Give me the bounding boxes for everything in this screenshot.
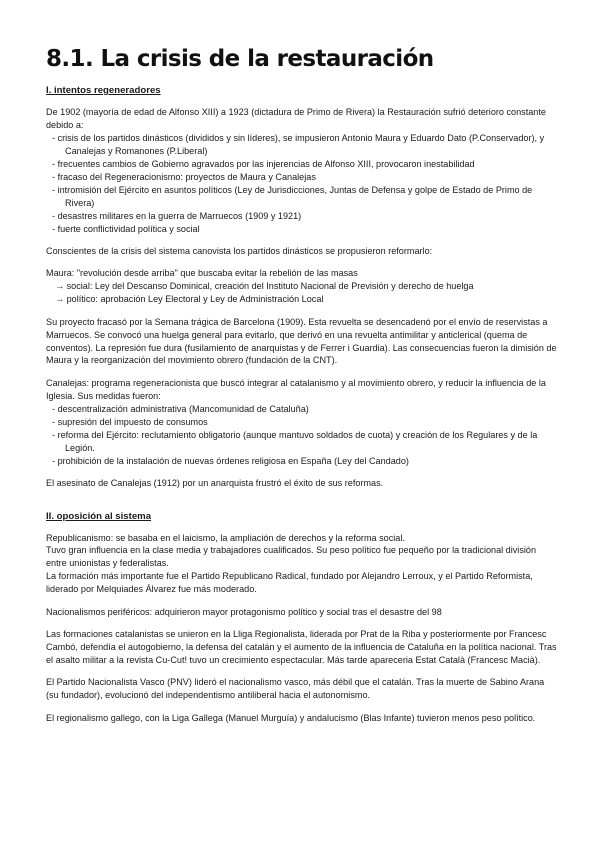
republicanismo-line: Republicanismo: se basaba en el laicismo, la ampliación de derechos y la reforma social. bbox=[46, 532, 405, 543]
maura-line: Maura: "revolución desde arriba" que buscaba evitar la rebelión de las masas bbox=[46, 268, 358, 279]
list-item: - supresión del impuesto de consumos bbox=[46, 416, 558, 429]
nacionalismos-paragraph: Nacionalismos periféricos: adquirieron mayor protagonismo político y social tras el desastre del 98 bbox=[46, 606, 442, 617]
list-item: - fracaso del Regeneracionismo: proyectos de Maura y Canalejas bbox=[46, 171, 558, 184]
maura-social-line: → social: Ley del Descanso Dominical, creación del Instituto Nacional de Previsión y derecho de huelga bbox=[55, 281, 474, 292]
republicanismo-block bbox=[46, 532, 558, 597]
maura-politico-line: → político: aprobación Ley Electoral y Ley de Administración Local bbox=[55, 294, 324, 305]
section-heading-1: I. intentos regeneradores bbox=[46, 85, 161, 96]
canalejas-paragraph: Canalejas: programa regeneracionista que buscó integrar al catalanismo y al movimiento obrero, y reducir la influencia de la Iglesia. Sus medidas fueron: bbox=[46, 377, 546, 401]
document-page bbox=[46, 44, 558, 734]
causes-list bbox=[46, 132, 558, 235]
page-title: 8.1. La crisis de la restauración bbox=[46, 46, 434, 72]
list-item: - frecuentes cambios de Gobierno agravados por las injerencias de Alfonso XIII, provocaron inestabilidad bbox=[46, 158, 558, 171]
fracaso-paragraph: Su proyecto fracasó por la Semana trágica de Barcelona (1909). Esta revuelta se desencadenó por el envío de reservistas a Marruecos. Se convocó una huelga general para evitarlo, que derivó en una revuelta antimilitar y anticlerical (quema de conventos). La represión fue dura (fusilamiento de anarquistas y de Ferrer i Guardia). Las consecuencias fueron la dimisión de Maura y la reorganización del movimiento obrero (fundación de la CNT). bbox=[46, 316, 557, 366]
list-item: - fuerte conflictividad política y social bbox=[46, 223, 558, 236]
list-item: - reforma del Ejército: reclutamiento obligatorio (aunque mantuvo soldados de cuota) y creación de los Regulares y de la Legión. bbox=[46, 429, 558, 455]
maura-block bbox=[46, 267, 558, 306]
gallego-paragraph: El regionalismo gallego, con la Liga Gallega (Manuel Murguía) y andalucismo (Blas Infante) tuvieron menos peso político. bbox=[46, 712, 536, 723]
list-item: - desastres militares en la guerra de Marruecos (1909 y 1921) bbox=[46, 210, 558, 223]
vasco-paragraph: El Partido Nacionalista Vasco (PNV) lideró el nacionalismo vasco, más débil que el catalán. Tras la muerte de Sabino Arana (su fundador), evolucionó del independentismo antiliberal hacia el autonomismo. bbox=[46, 677, 545, 701]
catalanas-paragraph: Las formaciones catalanistas se unieron en la Lliga Regionalista, liderada por Prat de la Riba y posteriormente por Francesc Cambó, defendía el autogobierno, la defensa del catalán y el aumento de la influencia de Cataluña en la política nacional. Tras el asalto militar a la revista Cu-Cut! tuvo un crecimiento espectacular. Más tarde apareceria Estat Català (Francesc Macià). bbox=[46, 629, 557, 665]
conscious-paragraph: Conscientes de la crisis del sistema canovista los partidos dinásticos se propusieron reformarlo: bbox=[46, 246, 433, 257]
section-heading-2: II. oposición al sistema bbox=[46, 510, 152, 522]
asesinato-paragraph: El asesinato de Canalejas (1912) por un anarquista frustró el éxito de sus reformas. bbox=[46, 478, 384, 489]
intro-paragraph: De 1902 (mayoría de edad de Alfonso XIII) a 1923 (dictadura de Primo de Rivera) la Restauración sufrió deterioro constante debido a: bbox=[46, 107, 546, 130]
list-item: - crisis de los partidos dinásticos (divididos y sin líderes), se impusieron Antonio Maura y Eduardo Dato (P.Conservador), y Canalejas y Romanones (P.Liberal) bbox=[46, 132, 558, 158]
list-item: - intromisión del Ejército en asuntos políticos (Ley de Jurisdicciones, Juntas de Defensa y golpe de Estado de Primo de Rivera) bbox=[46, 184, 558, 210]
list-item: - prohibición de la instalación de nuevas órdenes religiosa en España (Ley del Candado) bbox=[46, 455, 558, 468]
medidas-list bbox=[46, 403, 558, 468]
republicanismo-line: Tuvo gran influencia en la clase media y trabajadores cualificados. Su peso político fue pequeño por la tradicional división entre unionistas y federalistas. bbox=[46, 545, 537, 569]
republicanismo-line: La formación más importante fue el Partido Republicano Radical, fundado por Alejandro Lerroux, y el Partido Reformista, liderado por Melquiades Álvarez fue más moderado. bbox=[46, 571, 533, 595]
list-item: - descentralización administrativa (Mancomunidad de Cataluña) bbox=[46, 403, 558, 416]
